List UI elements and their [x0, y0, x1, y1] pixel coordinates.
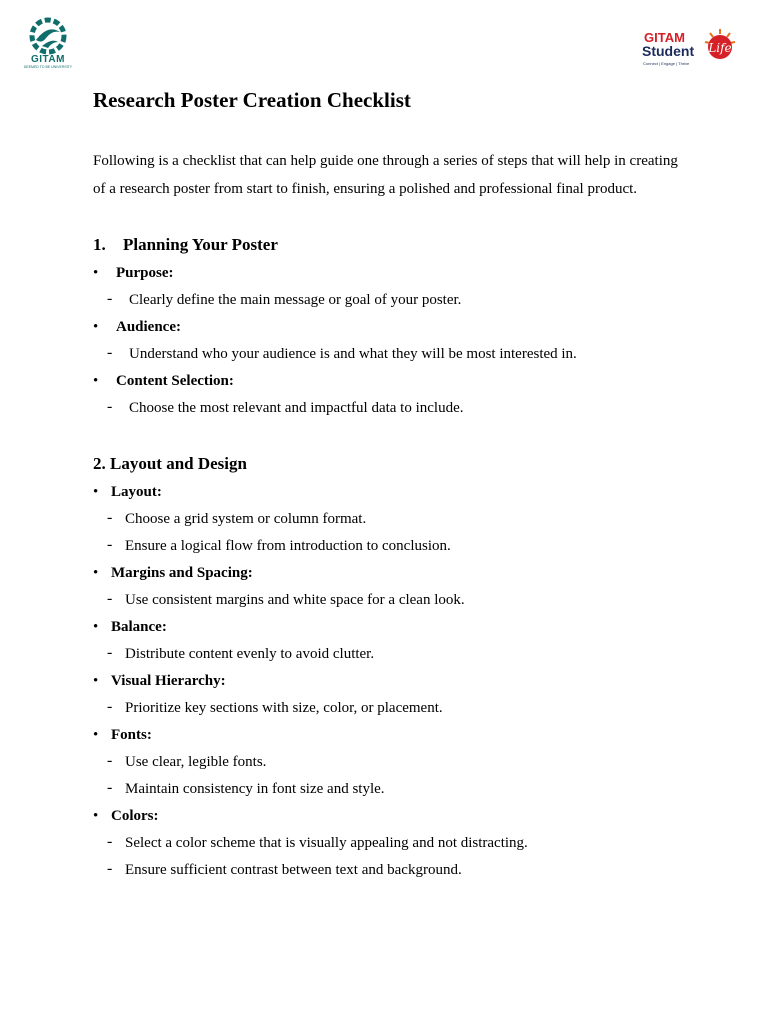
checklist-item-label: • Content Selection: — [93, 368, 693, 395]
document-title: Research Poster Creation Checklist — [93, 88, 411, 112]
checklist-point: - Use consistent margins and white space for a clean look. — [107, 590, 465, 608]
gitam-emblem-icon — [22, 16, 74, 56]
checklist-point: - Distribute content evenly to avoid clutter. — [107, 644, 375, 662]
checklist-point: - Ensure sufficient contrast between text and background. — [107, 860, 462, 878]
checklist-point: - Select a color scheme that is visually appealing and not distracting. — [107, 833, 528, 851]
gitam-logo-text: GITAM — [31, 54, 65, 65]
section-planning — [93, 233, 693, 422]
checklist-item-label: • Margins and Spacing: — [93, 560, 693, 587]
student-life-logo-life: Life — [708, 41, 732, 55]
section-title: Planning Your Poster — [123, 235, 278, 254]
gitam-student-life-logo — [640, 24, 740, 72]
checklist-point: - Maintain consistency in font size and style. — [107, 779, 385, 797]
section-number: 1. — [93, 235, 106, 254]
gitam-logo-tagline: DEEMED TO BE UNIVERSITY — [23, 65, 73, 69]
checklist-item-label: • Purpose: — [93, 260, 693, 287]
checklist-item-label: • Fonts: — [93, 722, 693, 749]
student-life-sunburst-icon — [704, 28, 736, 60]
checklist-point: - Ensure a logical flow from introduction to conclusion. — [107, 536, 451, 554]
section-heading — [93, 233, 693, 257]
section-layout-design — [93, 452, 693, 884]
checklist-point: - Choose a grid system or column format. — [107, 509, 367, 527]
checklist-item-label: • Audience: — [93, 314, 693, 341]
gitam-logo — [22, 16, 74, 74]
checklist-item-label: • Visual Hierarchy: — [93, 668, 693, 695]
checklist-item-label: • Layout: — [93, 479, 693, 506]
checklist-point: - Prioritize key sections with size, color, or placement. — [107, 698, 443, 716]
section-title: 2. Layout and Design — [93, 454, 247, 473]
checklist-point: - Choose the most relevant and impactful data to include. — [107, 398, 464, 416]
checklist-point: - Understand who your audience is and what they will be most interested in. — [107, 344, 577, 362]
student-life-logo-student: Student — [642, 43, 695, 59]
checklist-item-label: • Balance: — [93, 614, 693, 641]
document-body — [93, 86, 693, 884]
checklist-point: - Use clear, legible fonts. — [107, 752, 267, 770]
checklist-item-label: • Colors: — [93, 803, 693, 830]
student-life-logo-tagline: Connect | Engage | Thrive — [643, 61, 690, 66]
intro-paragraph: Following is a checklist that can help guide one through a series of steps that will help in creating of a research poster from start to finish, ensuring a polished and professional final product. — [93, 153, 678, 197]
student-life-logo-gitam: GITAM — [644, 30, 685, 45]
checklist-point: - Clearly define the main message or goal of your poster. — [107, 290, 462, 308]
